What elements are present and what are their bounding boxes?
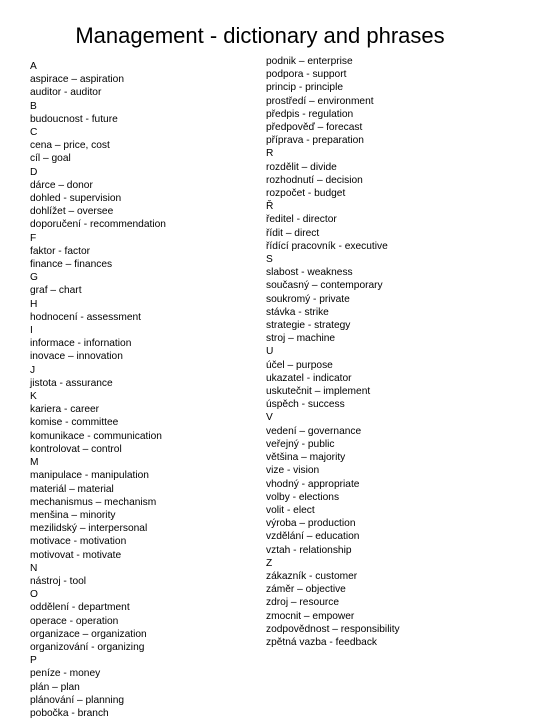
dictionary-entry: vzdělání – education xyxy=(266,531,360,543)
dictionary-entry: strategie - strategy xyxy=(266,320,351,332)
dictionary-entry: I xyxy=(30,325,33,337)
dictionary-entry: A xyxy=(30,61,37,72)
dictionary-entry: N xyxy=(30,562,38,574)
dictionary-entry: volby - elections xyxy=(266,491,340,503)
dictionary-column-right xyxy=(266,55,400,649)
dictionary-entry: mezilidský – interpersonal xyxy=(30,523,148,535)
dictionary-entry: aspirace – aspiration xyxy=(30,74,125,86)
dictionary-entry: stroj – machine xyxy=(266,333,336,345)
dictionary-entry: pobočka - branch xyxy=(30,707,109,719)
dictionary-entry: prostředí – environment xyxy=(266,95,374,107)
dictionary-entry: U xyxy=(266,346,274,358)
dictionary-entry: princip - principle xyxy=(266,82,344,94)
dictionary-entry: současný – contemporary xyxy=(266,280,383,292)
dictionary-entry: vhodný - appropriate xyxy=(266,478,360,490)
dictionary-entry: vztah - relationship xyxy=(266,544,352,556)
dictionary-entry: V xyxy=(266,412,273,424)
dictionary-entry: mechanismus – mechanism xyxy=(30,496,157,508)
dictionary-entry: výroba – production xyxy=(266,518,356,530)
dictionary-entry: motivovat - motivate xyxy=(30,549,122,561)
dictionary-entry: předpověď – forecast xyxy=(266,122,363,134)
dictionary-entry: vize - vision xyxy=(266,465,320,477)
dictionary-entry: řídit – direct xyxy=(266,227,320,239)
dictionary-entry: O xyxy=(30,589,38,601)
dictionary-entry: nástroj - tool xyxy=(30,575,87,587)
dictionary-entry: jistota - assurance xyxy=(30,377,113,389)
dictionary-entry: oddělení - department xyxy=(30,602,130,614)
dictionary-entry: komise - committee xyxy=(30,417,119,429)
dictionary-entry: veřejný - public xyxy=(266,438,335,450)
dictionary-entry: slabost - weakness xyxy=(266,267,353,279)
dictionary-entry: J xyxy=(30,364,36,376)
dictionary-entry: hodnocení - assessment xyxy=(30,311,141,323)
dictionary-entry: předpis - regulation xyxy=(266,108,354,120)
dictionary-entry: zpětná vazba - feedback xyxy=(266,636,378,648)
dictionary-entry: P xyxy=(30,655,37,667)
dictionary-entry: doporučení - recommendation xyxy=(30,219,166,231)
dictionary-entry: manipulace - manipulation xyxy=(30,470,149,482)
dictionary-entry: motivace - motivation xyxy=(30,536,127,548)
dictionary-entry: C xyxy=(30,127,38,139)
dictionary-entry: Ř xyxy=(266,201,274,213)
dictionary-entry: zákazník - customer xyxy=(266,570,358,582)
dictionary-entry: uskutečnit – implement xyxy=(266,386,371,398)
dictionary-entry: G xyxy=(30,272,38,284)
dictionary-entry: stávka - strike xyxy=(266,306,329,318)
dictionary-entry: volit - elect xyxy=(266,504,315,516)
dictionary-entry: podpora - support xyxy=(266,69,347,81)
dictionary-entry: rozpočet - budget xyxy=(266,188,346,200)
dictionary-entry: materiál – material xyxy=(30,483,114,495)
dictionary-entry: zdroj – resource xyxy=(266,597,340,609)
dictionary-column-left xyxy=(30,60,166,720)
dictionary-entry: ukazatel - indicator xyxy=(266,372,352,384)
dictionary-entry: úspěch - success xyxy=(266,399,345,411)
dictionary-entry: rozdělit – divide xyxy=(266,161,337,173)
dictionary-entry: faktor - factor xyxy=(30,245,91,257)
dictionary-entry: budoucnost - future xyxy=(30,113,118,125)
dictionary-entry: plánování – planning xyxy=(30,694,125,706)
page-title: Management - dictionary and phrases xyxy=(75,23,445,48)
dictionary-entry: operace - operation xyxy=(30,615,119,627)
dictionary-entry: R xyxy=(266,148,274,160)
dictionary-entry: plán – plan xyxy=(30,681,80,693)
dictionary-entry: D xyxy=(30,166,38,178)
dictionary-entry: B xyxy=(30,100,37,112)
dictionary-entry: organizování - organizing xyxy=(30,641,145,653)
dictionary-entry: dohlížet – oversee xyxy=(30,206,114,218)
dictionary-entry: soukromý - private xyxy=(266,293,350,305)
dictionary-entry: většina – majority xyxy=(266,452,346,464)
dictionary-entry: finance – finances xyxy=(30,259,113,271)
dictionary-entry: informace - infornation xyxy=(30,338,132,350)
dictionary-entry: M xyxy=(30,457,39,469)
dictionary-entry: inovace – innovation xyxy=(30,351,123,363)
dictionary-entry: menšina – minority xyxy=(30,509,116,521)
dictionary-entry: zodpovědnost – responsibility xyxy=(266,623,400,635)
dictionary-entry: dohled - supervision xyxy=(30,193,122,205)
dictionary-entry: podnik – enterprise xyxy=(266,56,353,67)
dictionary-entry: organizace – organization xyxy=(30,628,147,640)
dictionary-entry: ředitel - director xyxy=(266,214,337,226)
dictionary-entry: F xyxy=(30,232,37,244)
dictionary-entry: auditor - auditor xyxy=(30,87,102,99)
dictionary-entry: cena – price, cost xyxy=(30,140,110,152)
dictionary-entry: Z xyxy=(266,557,273,569)
dictionary-entry: rozhodnutí – decision xyxy=(266,174,363,186)
dictionary-entry: kariera - career xyxy=(30,404,100,416)
dictionary-entry: zmocnit – empower xyxy=(266,610,355,622)
dictionary-entry: K xyxy=(30,391,37,403)
dictionary-entry: graf – chart xyxy=(30,285,82,297)
dictionary-entry: vedení – governance xyxy=(266,425,362,437)
dictionary-entry: H xyxy=(30,298,38,310)
dictionary-entry: peníze - money xyxy=(30,668,101,680)
dictionary-entry: komunikace - communication xyxy=(30,430,162,442)
dictionary-entry: účel – purpose xyxy=(266,359,333,371)
dictionary-entry: S xyxy=(266,254,273,266)
dictionary-entry: dárce – donor xyxy=(30,179,93,191)
dictionary-entry: záměr – objective xyxy=(266,584,346,596)
dictionary-entry: kontrolovat – control xyxy=(30,443,122,455)
dictionary-entry: cíl – goal xyxy=(30,153,71,165)
dictionary-entry: příprava - preparation xyxy=(266,135,364,147)
dictionary-entry: řídící pracovník - executive xyxy=(266,240,388,252)
